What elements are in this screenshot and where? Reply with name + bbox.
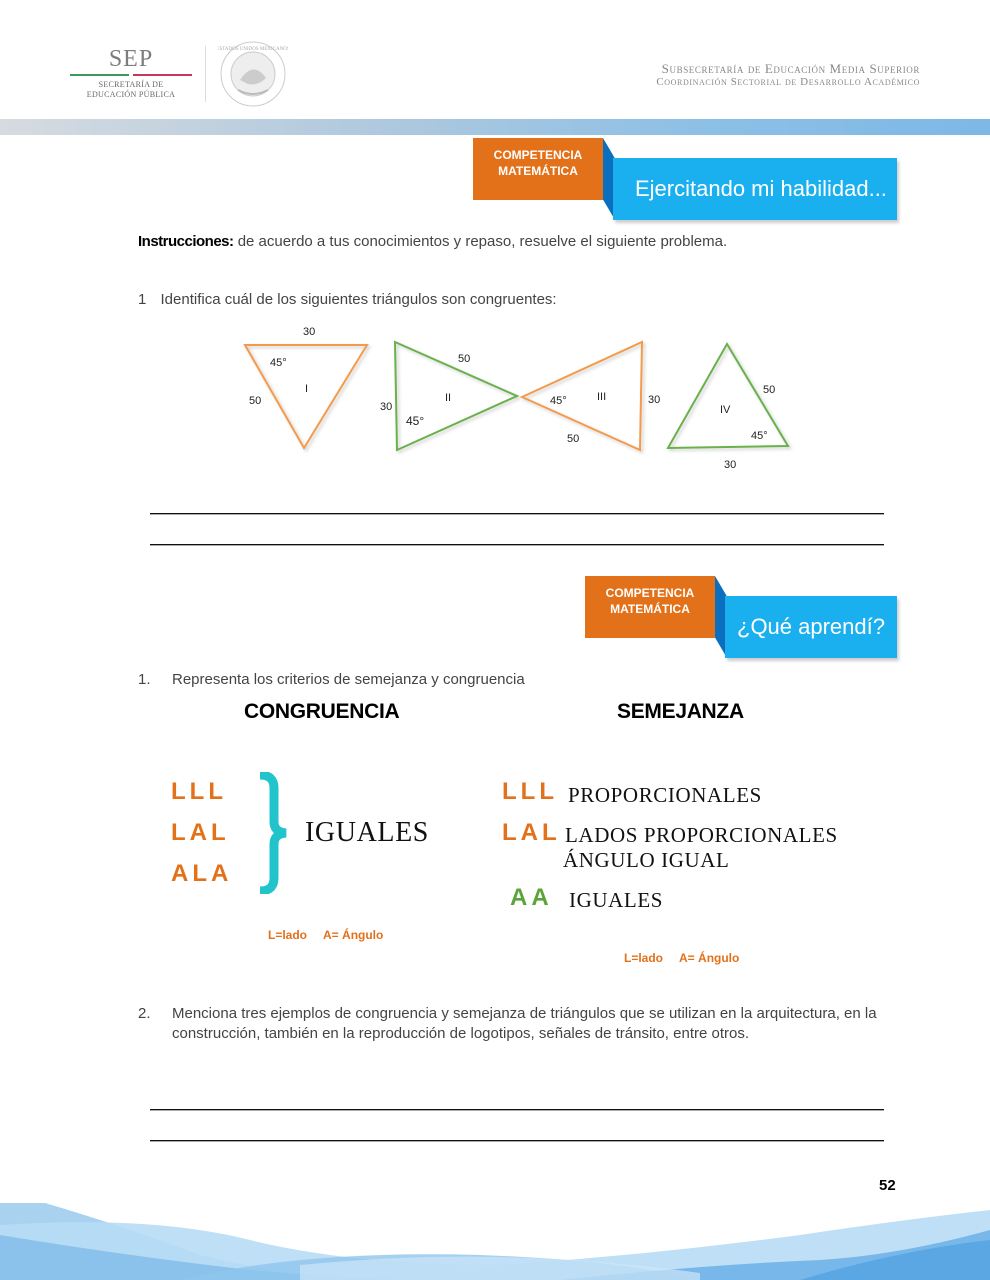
tri-3-side-right: 30	[648, 394, 661, 406]
header-gradient-bar	[0, 119, 990, 135]
header-line2: Coordinación Sectorial de Desarrollo Académico	[656, 76, 920, 88]
header-line1: Subsecretaría de Educación Media Superior	[661, 61, 920, 76]
sep-logo-sub2: EDUCACIÓN PÚBLICA	[86, 90, 176, 99]
tri-3-id: III	[597, 391, 607, 403]
banner-que-aprendi	[585, 576, 897, 660]
congruencia-criterion-lll: LLL	[171, 778, 227, 805]
section2-question-2	[138, 1004, 908, 1042]
congruencia-criterion-lal: LAL	[171, 819, 230, 846]
banner-tag-line1: COMPETENCIA	[493, 148, 583, 162]
curly-brace-icon	[256, 772, 290, 899]
tri-3-angle: 45°	[550, 395, 567, 407]
tri-2-side-left: 30	[380, 401, 393, 413]
banner2-tag-line1: COMPETENCIA	[605, 586, 695, 600]
question-1-number: 1	[138, 291, 147, 308]
tri-4-side-right: 50	[763, 384, 776, 396]
footer-waves	[0, 1195, 990, 1280]
answer-line-3[interactable]	[150, 1109, 884, 1111]
banner-tag-line2: MATEMÁTICA	[498, 164, 578, 178]
semejanza-title: SEMEJANZA	[617, 700, 744, 723]
svg-text:ESTADOS UNIDOS MEXICANOS: ESTADOS UNIDOS MEXICANOS	[218, 47, 288, 52]
congruencia-result: IGUALES	[305, 817, 429, 848]
sep-logo	[70, 46, 192, 100]
semejanza-criterion-aa: AA	[510, 884, 553, 911]
question-1-text: Identifica cuál de los siguientes triángulos son congruentes:	[160, 291, 557, 308]
legend2-lado: L=lado	[624, 951, 664, 965]
semejanza-legend	[624, 951, 755, 965]
s2-q2-line2: construcción, también en la reproducción de logotipos, señales de tránsito, entre otros.	[172, 1025, 750, 1042]
tri-1-id: I	[305, 383, 309, 395]
question-1	[138, 290, 557, 310]
s2-q2-number: 2.	[138, 1005, 151, 1022]
tri-4-id: IV	[720, 404, 731, 416]
answer-line-4[interactable]	[150, 1140, 884, 1142]
instructions	[138, 232, 898, 252]
banner2-tag-line2: MATEMÁTICA	[610, 602, 690, 616]
banner-title	[613, 158, 897, 220]
triangles-svg	[230, 320, 810, 480]
tri-4-side-bottom: 30	[724, 459, 737, 471]
tri-2-side-top: 50	[458, 353, 471, 365]
instructions-label: Instrucciones:	[138, 233, 234, 250]
header-divider	[205, 46, 206, 102]
tri-2-id: II	[445, 392, 452, 404]
banner-title-text: Ejercitando mi habilidad...	[635, 176, 887, 201]
congruencia-title: CONGRUENCIA	[244, 700, 400, 723]
congruencia-legend	[268, 928, 399, 942]
banner-ejercitando	[473, 138, 897, 222]
semejanza-desc-lal-2: ÁNGULO IGUAL	[563, 848, 730, 872]
semejanza-criterion-lll: LLL	[502, 778, 558, 805]
page-number: 52	[879, 1177, 896, 1194]
tri-2-angle: 45°	[406, 414, 425, 428]
congruencia-criterion-ala: ALA	[171, 860, 233, 887]
tri-1-side-left: 50	[249, 395, 262, 407]
semejanza-desc-lal: LADOS PROPORCIONALES	[565, 823, 838, 847]
answer-line-2[interactable]	[150, 544, 884, 546]
header-org-title	[656, 62, 920, 89]
semejanza-desc-lll: PROPORCIONALES	[568, 783, 762, 807]
banner2-title-text: ¿Qué aprendí?	[737, 614, 885, 639]
sep-logo-sub1: SECRETARÍA DE	[98, 80, 164, 89]
triangles-figure	[230, 320, 810, 480]
sep-logo-divider	[70, 74, 192, 76]
section2-question-1	[138, 670, 525, 690]
legend2-angulo: A= Ángulo	[679, 951, 740, 965]
coat-of-arms-icon	[218, 40, 288, 108]
answer-line-1[interactable]	[150, 513, 884, 515]
semejanza-criterion-lal: LAL	[502, 819, 561, 846]
tri-3-side-bottom: 50	[567, 433, 580, 445]
tri-4-angle: 45°	[751, 430, 768, 442]
banner2-title	[725, 596, 897, 658]
instructions-text: de acuerdo a tus conocimientos y repaso, resuelve el siguiente problema.	[233, 233, 728, 250]
tri-1-angle: 45°	[270, 357, 287, 369]
sep-logo-text: SEP	[108, 46, 154, 72]
legend-lado: L=lado	[268, 928, 308, 942]
s2-q2-line1: Menciona tres ejemplos de congruencia y semejanza de triángulos que se utilizan en la arquitectura, en la	[172, 1005, 877, 1022]
banner2-tag	[585, 576, 715, 638]
banner-tag	[473, 138, 603, 200]
s2-q1-number: 1.	[138, 671, 151, 688]
s2-q1-text: Representa los criterios de semejanza y congruencia	[172, 671, 525, 688]
semejanza-desc-aa: IGUALES	[569, 888, 664, 912]
tri-1-side-top: 30	[303, 326, 316, 338]
legend-angulo: A= Ángulo	[323, 928, 384, 942]
